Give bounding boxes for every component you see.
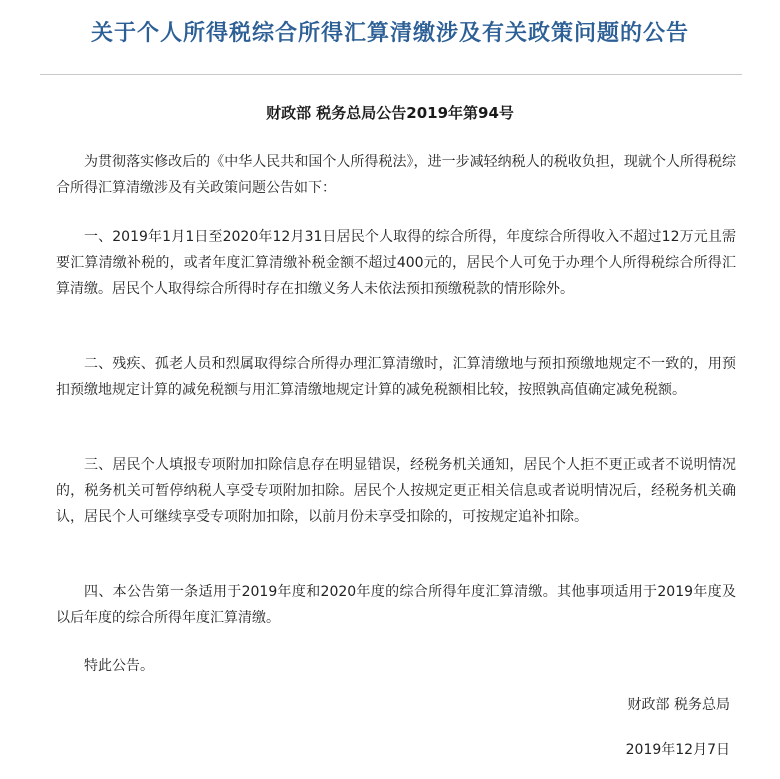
issuer-signature: 财政部 税务总局 [627, 697, 730, 713]
page-title: 关于个人所得税综合所得汇算清缴涉及有关政策问题的公告 [90, 20, 689, 46]
announcement-number: 财政部 税务总局公告2019年第94号 [266, 104, 514, 122]
issue-date: 2019年12月7日 [625, 742, 730, 758]
closing-paragraph: 特此公告。 [84, 658, 154, 674]
article-1-paragraph: 一、2019年1月1日至2020年12月31日居民个人取得的综合所得，年度综合所得收入不超过12万元且需要汇算清缴补税的，或者年度汇算清缴补税金额不超过400元的，居民个人可免于办理个人所得税综合所得汇算清缴。居民个人取得综合所得时存在扣缴义务人未依法预扣预缴税款的情形除外。 [56, 229, 736, 297]
title-divider [40, 74, 742, 75]
article-3-paragraph: 三、居民个人填报专项附加扣除信息存在明显错误，经税务机关通知，居民个人拒不更正或者不说明情况的，税务机关可暂停纳税人享受专项附加扣除。居民个人按规定更正相关信息或者说明情况后，经税务机关确认，居民个人可继续享受专项附加扣除，以前月份未享受扣除的，可按规定追补扣除。 [56, 457, 736, 525]
article-2-paragraph: 二、残疾、孤老人员和烈属取得综合所得办理汇算清缴时，汇算清缴地与预扣预缴地规定不一致的，用预扣预缴地规定计算的减免税额与用汇算清缴地规定计算的减免税额相比较，按照孰高值确定减免税额。 [56, 356, 736, 398]
intro-paragraph: 为贯彻落实修改后的《中华人民共和国个人所得税法》，进一步减轻纳税人的税收负担，现就个人所得税综合所得汇算清缴涉及有关政策问题公告如下： [56, 154, 736, 196]
article-4-paragraph: 四、本公告第一条适用于2019年度和2020年度的综合所得年度汇算清缴。其他事项适用于2019年度及以后年度的综合所得年度汇算清缴。 [56, 584, 736, 626]
